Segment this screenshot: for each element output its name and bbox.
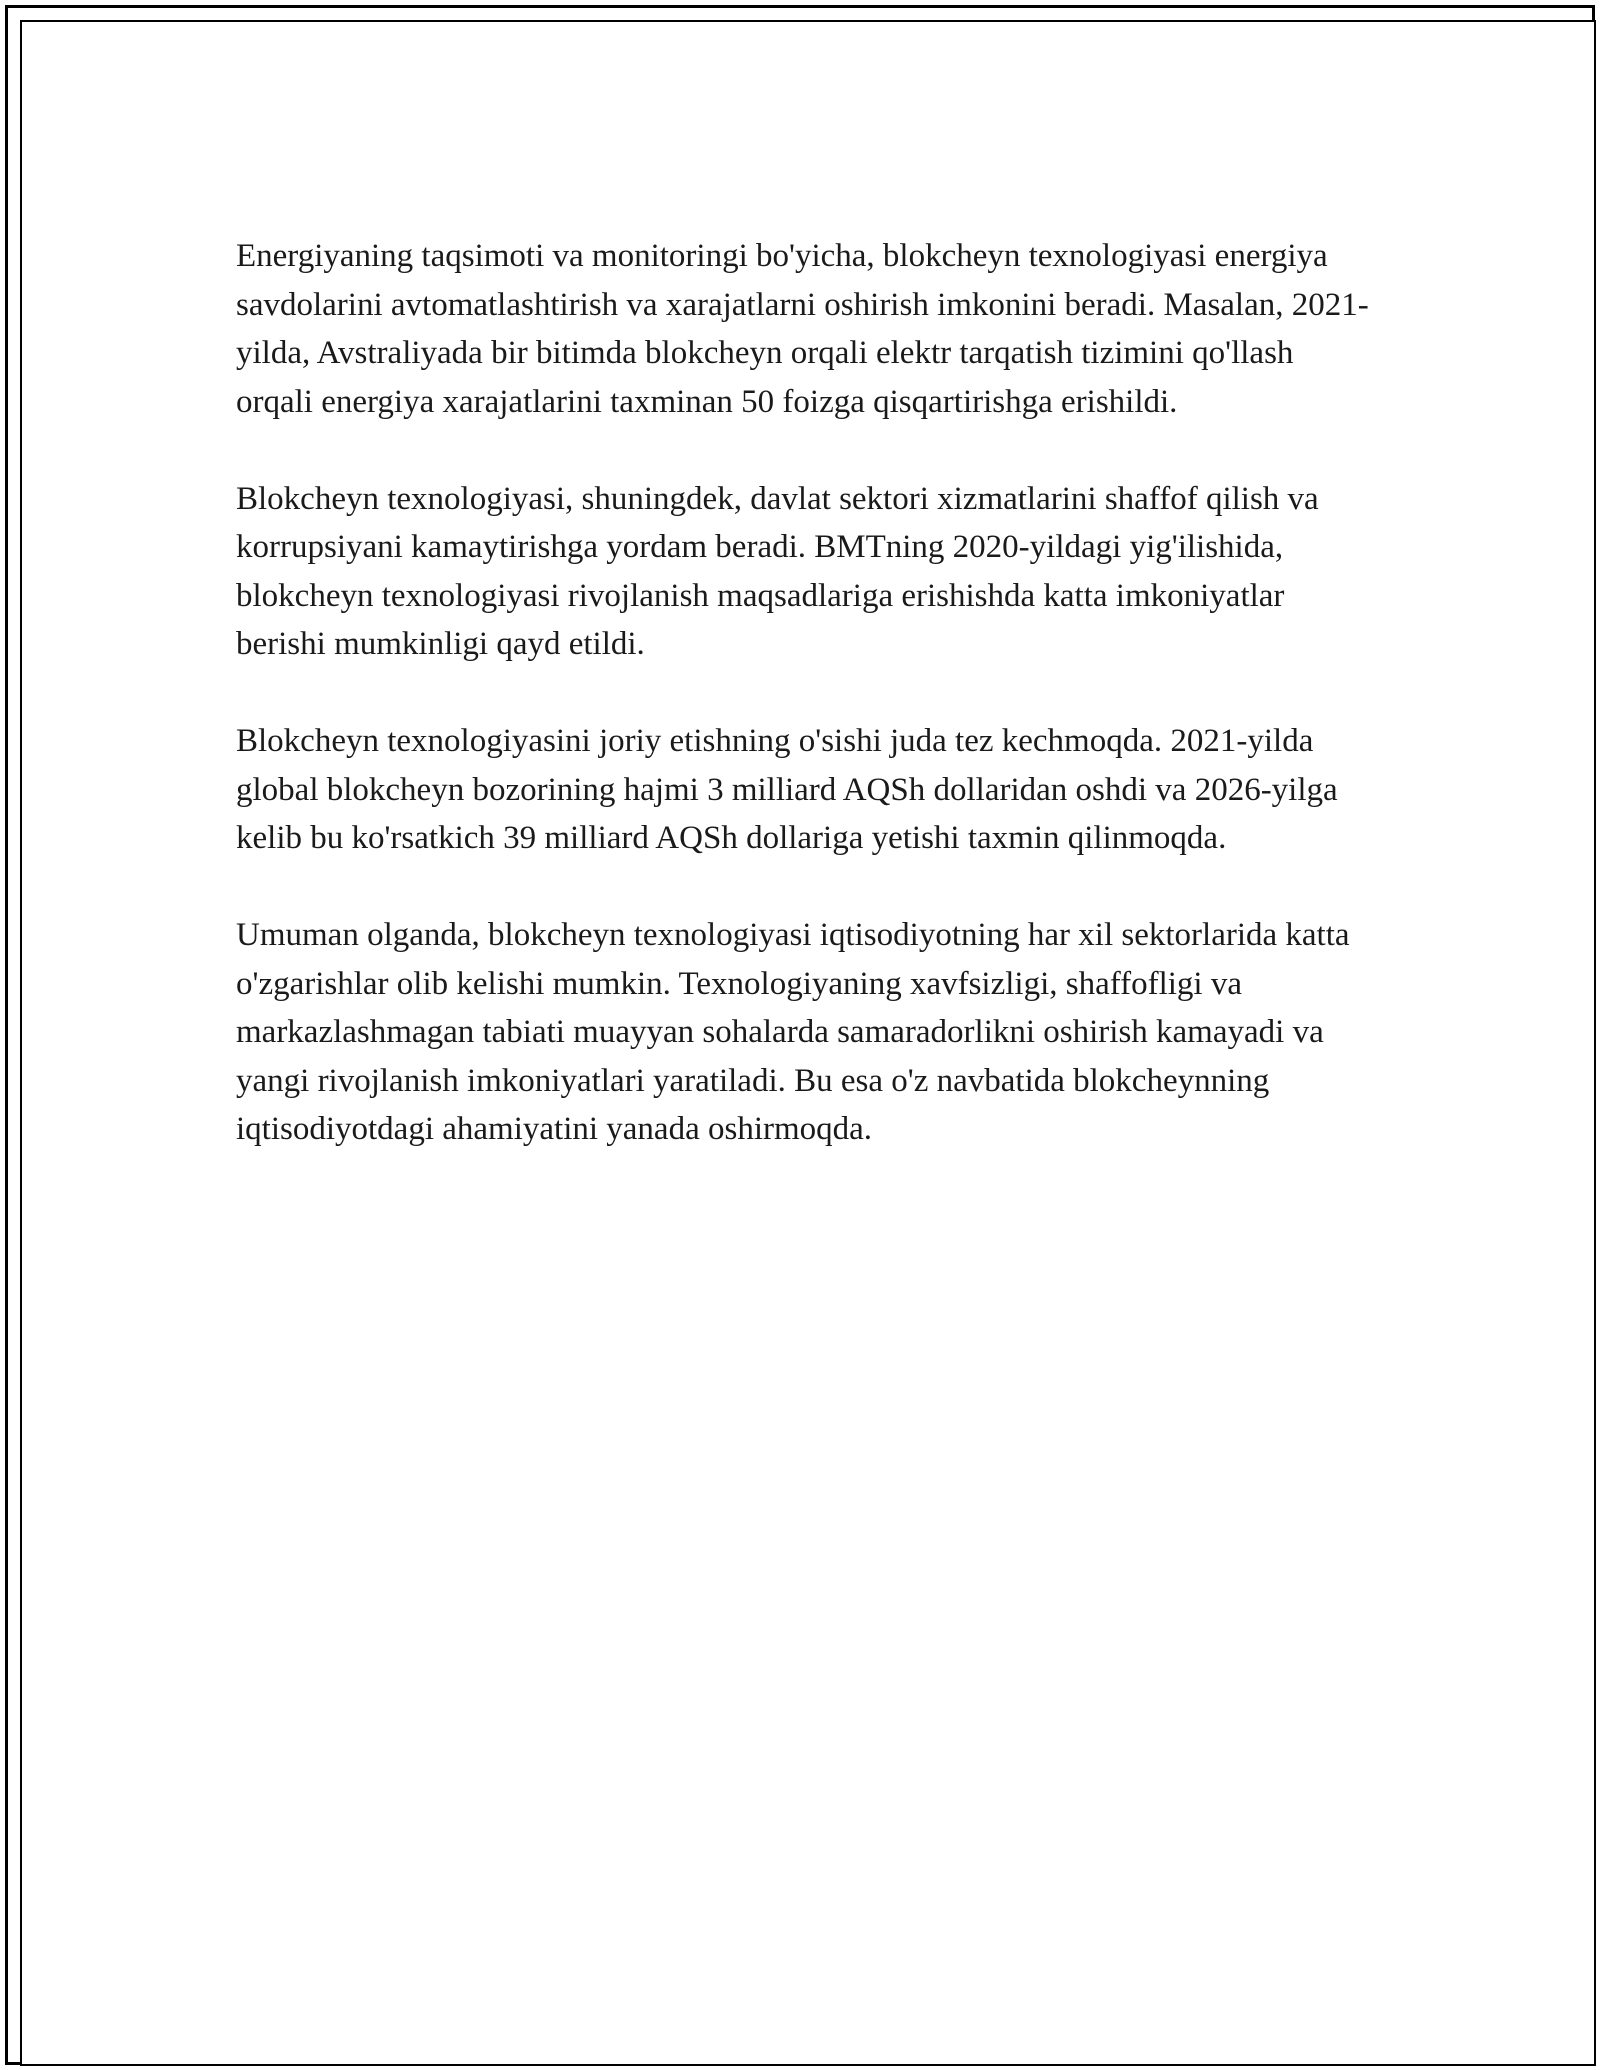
document-body	[236, 232, 1376, 1202]
paragraph-public-sector: Blokcheyn texnologiyasi, shuningdek, davlat sektori xizmatlarini shaffof qilish va korrupsiyani kamaytirishga yordam beradi. BMTning 2020-yildagi yig'ilishida, blokcheyn texnologiyasi rivojlanish maqsadlariga erishishda katta imkoniyatlar berishi mumkinligi qayd etildi.	[236, 480, 1319, 662]
paragraph-conclusion: Umuman olganda, blokcheyn texnologiyasi iqtisodiyotning har xil sektorlarida katta o'zgarishlar olib kelishi mumkin. Texnologiyaning xavfsizligi, shaffofligi va markazlashmagan tabiati muayyan sohalarda samaradorlikni oshirish kamayadi va yangi rivojlanish imkoniyatlari yaratiladi. Bu esa o'z navbatida blokcheynning iqtisodiyotdagi ahamiyatini yanada oshirmoqda.	[236, 917, 1350, 1147]
paragraph-market-growth: Blokcheyn texnologiyasini joriy etishning o'sishi juda tez kechmoqda. 2021-yilda global blokcheyn bozorining hajmi 3 milliard AQSh dollaridan oshdi va 2026-yilga kelib bu ko'rsatkich 39 milliard AQSh dollariga yetishi taxmin qilinmoqda.	[236, 723, 1338, 856]
paragraph-energy-distribution: Energiyaning taqsimoti va monitoringi bo'yicha, blokcheyn texnologiyasi energiya savdolarini avtomatlashtirish va xarajatlarni oshirish imkonini beradi. Masalan, 2021-yilda, Avstraliyada bir bitimda blokcheyn orqali elektr tarqatish tizimini qo'llash orqali energiya xarajatlarini taxminan 50 foizga qisqartirishga erishildi.	[236, 238, 1369, 420]
